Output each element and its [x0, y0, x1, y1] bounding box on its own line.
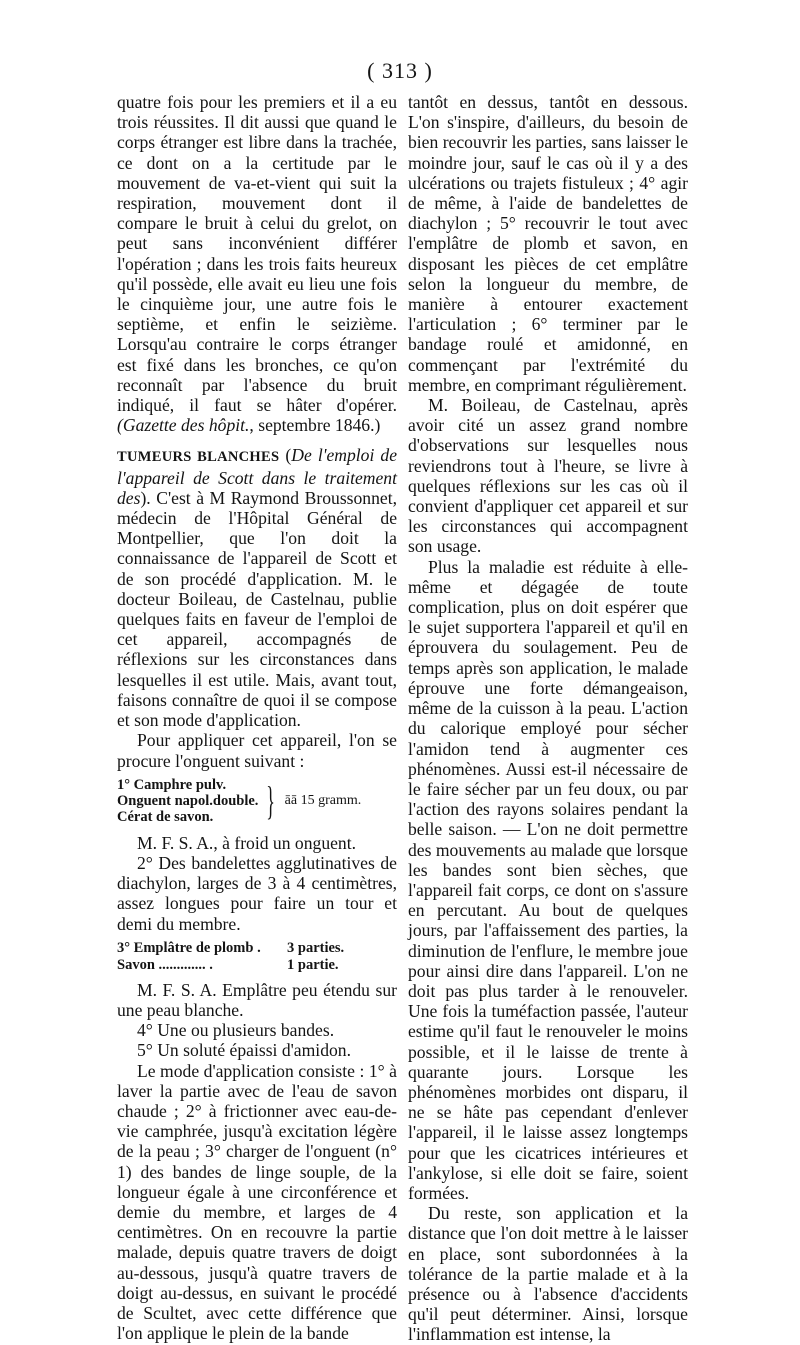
citation-date: , septembre 1846.) [249, 415, 381, 436]
paragraph-text: ). C'est à M Raymond Broussonnet, médecin de l'Hôpital Général de Montpellier, que l'on doit la connaissance de l'appareil de Scott et de son procédé d'application. M. le docteur Boileau, de Castelnau, publie quelques faits en faveur de l'emploi de cet appareil, accompagnés de réflexions sur les circonstances dans lesquelles il est utile. Mais, avant tout, faisons connaître de quoi il se compose et son mode d'application. [117, 487, 397, 731]
quantity: 3 parties. [287, 939, 345, 956]
left-column [117, 92, 397, 1343]
ingredient: Savon ............. . [117, 956, 213, 973]
paragraph: tantôt en dessus, tantôt en dessous. L'on s'inspire, d'ailleurs, du besoin de bien recouvrir les parties, sans laisser le moindre jour, sauf le cas où il y a des ulcérations ou trajets fistuleux ; 4° agir de même, à l'aide de bandelettes de diachylon ; 5° recouvrir le tout avec l'emplâtre de plomb et savon, en disposant les pièces de cet emplâtre selon la longueur du membre, de manière à entourer exactement l'articulation ; 6° terminer par le bandage roulé et amidonné, en commençant par l'extrémité du membre, en comprimant régulièrement. [408, 92, 688, 395]
formula-dose: āā 15 gramm. [284, 792, 362, 808]
paragraph: Pour appliquer cet appareil, l'on se procure l'onguent suivant : [117, 730, 397, 771]
paragraph: Du reste, son application et la distance que l'on doit mettre à le laisser en place, sont subordonnées à la tolérance de la partie malade et à la présence ou à l'absence d'accidents qu'il peut déterminer. Ainsi, lorsque l'inflammation est intense, la [408, 1203, 688, 1345]
citation-source: (Gazette des hôpit. [117, 415, 250, 436]
formula-plaster [117, 940, 397, 974]
page-number: ( 313 ) [367, 58, 433, 83]
ingredient: 3° Emplâtre de plomb . [117, 939, 261, 956]
ingredient: Onguent napol.double. [117, 792, 259, 809]
paragraph: M. Boileau, de Castelnau, après avoir cité un assez grand nombre d'observations sur lesquelles nous reviendrons tout à l'heure, se livre à quelques réflexions sur les cas où il convient d'appliquer cet appareil et sur les circonstances qui accompagnent son usage. [408, 395, 688, 557]
section-heading: TUMEURS BLANCHES [117, 449, 280, 466]
ingredient: Cérat de savon. [117, 808, 214, 825]
paragraph: 2° Des bandelettes agglutinatives de diachylon, larges de 3 à 4 centimètres, assez longues pour faire un tour et demi du membre. [117, 852, 397, 934]
paragraph: Le mode d'application consiste : 1° à laver la partie avec de l'eau de savon chaude ; 2° à frictionner avec eau-de-vie camphrée, jusqu'à excitation légère de la peau ; 3° charger de l'onguent (n° 1) des bandes de linge souple, de la longueur égale à une circonférence et demie du membre, et larges de 4 centimètres. On en recouvre la partie malade, depuis quatre travers de doigt au-dessous, jusqu'à quatre travers de doigt au-dessus, en suivant le procédé de Scultet, avec cette différence que l'on applique le plein de la bande [117, 1060, 397, 1344]
formula-ingredients [117, 777, 258, 825]
paren: ( [279, 445, 292, 466]
formula-ointment [117, 777, 397, 825]
paragraph: 5° Un soluté épaissi d'amidon. [137, 1040, 351, 1061]
paragraph [117, 92, 397, 435]
paragraph: M. F. S. A. Emplâtre peu étendu sur une peau blanche. [117, 979, 397, 1020]
paragraph: Plus la maladie est réduite à elle-même et dégagée de toute complication, plus on doit espérer que le sujet supportera l'appareil et qu'il en éprouvera du soulagement. Peu de temps après son application, le malade éprouve une forte démangeaison, même de la cuisson à la peau. L'action du calorique employé pour sécher l'amidon tend à augmenter ces phénomènes. Aussi est-il nécessaire de le faire sécher par un feu doux, ou par l'action des rayons solaires pendant la belle saison. — L'on ne doit permettre des mouvements au malade que lorsque les bandes sont bien sèches, que l'appareil fait corps, ce dont on s'assure en percutant. Au bout de quelques jours, par l'affaissement des parties, la diminution de l'enflure, le membre joue pour ainsi dire dans l'appareil. L'on ne doit pas plus tarder à le renouveler. Une fois la tuméfaction passée, l'auteur estime qu'il faut le renouveler le moins possible, et il le laisse de trente à quarante jours. Lorsque les phénomènes morbides ont disparu, il ne se hâte pas cependant d'enlever l'appareil, il le laisse assez longtemps pour que les cicatrices intérieures et l'ankylose, si elle doit se faire, soient formées. [408, 556, 688, 1203]
ingredient: 1° Camphre pulv. [117, 776, 227, 793]
formula-row [117, 957, 397, 974]
paragraph: 4° Une ou plusieurs bandes. [137, 1020, 335, 1041]
quantity: 1 partie. [287, 956, 339, 973]
formula-row [117, 940, 397, 957]
right-column [408, 92, 688, 1345]
section-paragraph [117, 445, 397, 730]
section-subtitle: De l'emploi de l'appareil de Scott dans le traitement des [117, 445, 398, 508]
brace-symbol: } [266, 777, 276, 823]
paragraph: M. F. S. A., à froid un onguent. [137, 832, 357, 853]
paragraph-text: quatre fois pour les premiers et il a eu trois réussites. Il dit aussi que quand le corps étranger est libre dans la trachée, ce dont on a la certitude par le mouvement de va-et-vient qui suit la respiration, mouvement dont il compare le bruit à celui du grelot, on peut sans inconvénient différer l'opération ; dans les trois faits heureux qu'il possède, elle avait eu lieu une fois le cinquième jour, une autre fois le septième, et enfin le seizième. Lorsqu'au contraire le corps étranger est fixé dans les bronches, ce qu'on reconnaît par l'absence du bruit indiqué, il faut se hâter d'opérer. [117, 92, 397, 416]
